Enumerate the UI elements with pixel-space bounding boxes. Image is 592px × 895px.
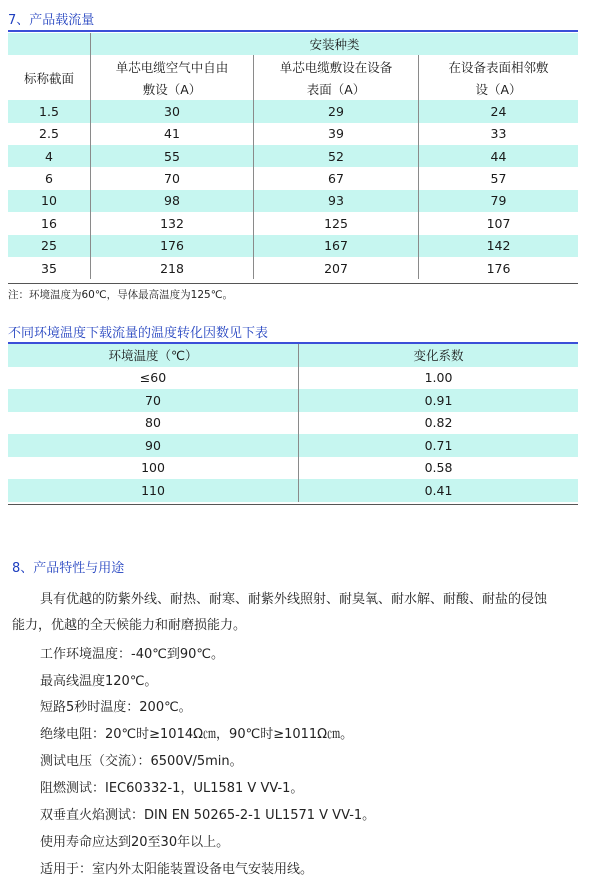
table-row — [8, 367, 578, 390]
cell: 0.41 — [299, 479, 579, 502]
cell: 167 — [254, 235, 419, 257]
cell: 107 — [419, 212, 579, 234]
cell: 100 — [141, 460, 165, 476]
cell: ≤60 — [139, 370, 167, 386]
table-row — [8, 123, 578, 145]
cell: 30 — [91, 100, 254, 122]
temperature-factor-table — [8, 344, 578, 502]
cell: 0.71 — [299, 434, 579, 457]
install-type-header: 安装种类 — [91, 33, 579, 55]
cell: 93 — [254, 190, 419, 212]
spec-item: 工作环境温度：-40℃到90℃。 — [40, 647, 224, 662]
cell: 80 — [145, 415, 161, 431]
col1-header-line1: 单芯电缆空气中自由 — [91, 55, 254, 77]
spec-item: 最高线温度120℃。 — [40, 674, 158, 689]
section-8-title: 8、产品特性与用途 — [12, 561, 125, 576]
cell: 98 — [91, 190, 254, 212]
cell: 24 — [419, 100, 579, 122]
cell: 44 — [419, 145, 579, 167]
table-row — [8, 190, 578, 212]
cell: 4 — [45, 148, 53, 164]
section-7-top-rule — [8, 30, 578, 32]
nominal-section-header: 标称截面 — [23, 70, 74, 86]
cell: 35 — [41, 260, 57, 276]
cell: 125 — [254, 212, 419, 234]
intro-line-1: 具有优越的防紫外线、耐热、耐寒、耐紫外线照射、耐臭氧、耐水解、耐酸、耐盐的侵蚀 — [40, 592, 548, 607]
cell: 1.00 — [299, 367, 579, 390]
cell: 70 — [91, 167, 254, 189]
spec-item: 使用寿命应达到20至30年以上。 — [40, 835, 230, 850]
table-row — [8, 434, 578, 457]
col2-header-line1: 单芯电缆敷设在设备 — [254, 55, 419, 77]
cell: 39 — [254, 123, 419, 145]
col3-header-line1: 在设备表面相邻敷 — [419, 55, 579, 77]
cell: 10 — [41, 193, 57, 209]
cell: 0.91 — [299, 389, 579, 412]
factor-header: 变化系数 — [299, 344, 579, 367]
cell: 142 — [419, 235, 579, 257]
current-capacity-table — [8, 33, 578, 279]
cell: 176 — [91, 235, 254, 257]
cell: 52 — [254, 145, 419, 167]
cell: 67 — [254, 167, 419, 189]
spec-item: 适用于：室内外太阳能装置设备电气安装用线。 — [40, 862, 314, 877]
cell: 0.58 — [299, 457, 579, 480]
table-row — [8, 479, 578, 502]
section-7-title: 7、产品载流量 — [8, 13, 95, 28]
cell: 25 — [41, 238, 57, 254]
table-row — [8, 235, 578, 257]
cell: 207 — [254, 257, 419, 279]
col3-header-line2: 设（A） — [419, 78, 579, 100]
cell: 132 — [91, 212, 254, 234]
cell: 29 — [254, 100, 419, 122]
cell: 33 — [419, 123, 579, 145]
cell: 1.5 — [39, 103, 59, 119]
spec-item: 测试电压（交流）：6500V/5min。 — [40, 754, 243, 769]
cell: 79 — [419, 190, 579, 212]
col2-header-line2: 表面（A） — [254, 78, 419, 100]
table-row — [8, 412, 578, 435]
spec-item: 绝缘电阻：20℃时≥1014Ω㎝，90℃时≥1011Ω㎝。 — [40, 727, 354, 742]
table-row — [8, 389, 578, 412]
spec-item: 阻燃测试：IEC60332-1，UL1581 V VV-1。 — [40, 781, 304, 796]
table-row — [8, 145, 578, 167]
temp-table-title: 不同环境温度下载流量的温度转化因数见下表 — [8, 326, 269, 341]
cell: 57 — [419, 167, 579, 189]
cell: 2.5 — [39, 126, 59, 142]
cell: 6 — [45, 171, 53, 187]
cell: 110 — [141, 482, 165, 498]
spec-item: 双垂直火焰测试：DIN EN 50265-2-1 UL1571 V VV-1。 — [40, 808, 376, 823]
cell: 90 — [145, 437, 161, 453]
col1-header-line2: 敷设（A） — [91, 78, 254, 100]
temp-table-bottom-rule — [8, 504, 578, 505]
section-7-bottom-rule — [8, 283, 578, 284]
spec-item: 短路5秒时温度：200℃。 — [40, 700, 192, 715]
table-row — [8, 457, 578, 480]
table-row — [8, 212, 578, 234]
temperature-note: 注：环境温度为60℃，导体最高温度为125℃。 — [8, 289, 233, 301]
table-row — [8, 167, 578, 189]
cell: 41 — [91, 123, 254, 145]
cell: 218 — [91, 257, 254, 279]
intro-line-2: 能力，优越的全天候能力和耐磨损能力。 — [12, 618, 247, 633]
cell: 70 — [145, 392, 161, 408]
table-row — [8, 100, 578, 122]
cell: 16 — [41, 215, 57, 231]
cell: 176 — [419, 257, 579, 279]
cell: 0.82 — [299, 412, 579, 435]
table-row — [8, 257, 578, 279]
cell: 55 — [91, 145, 254, 167]
ambient-temp-header: 环境温度（℃） — [108, 348, 198, 364]
